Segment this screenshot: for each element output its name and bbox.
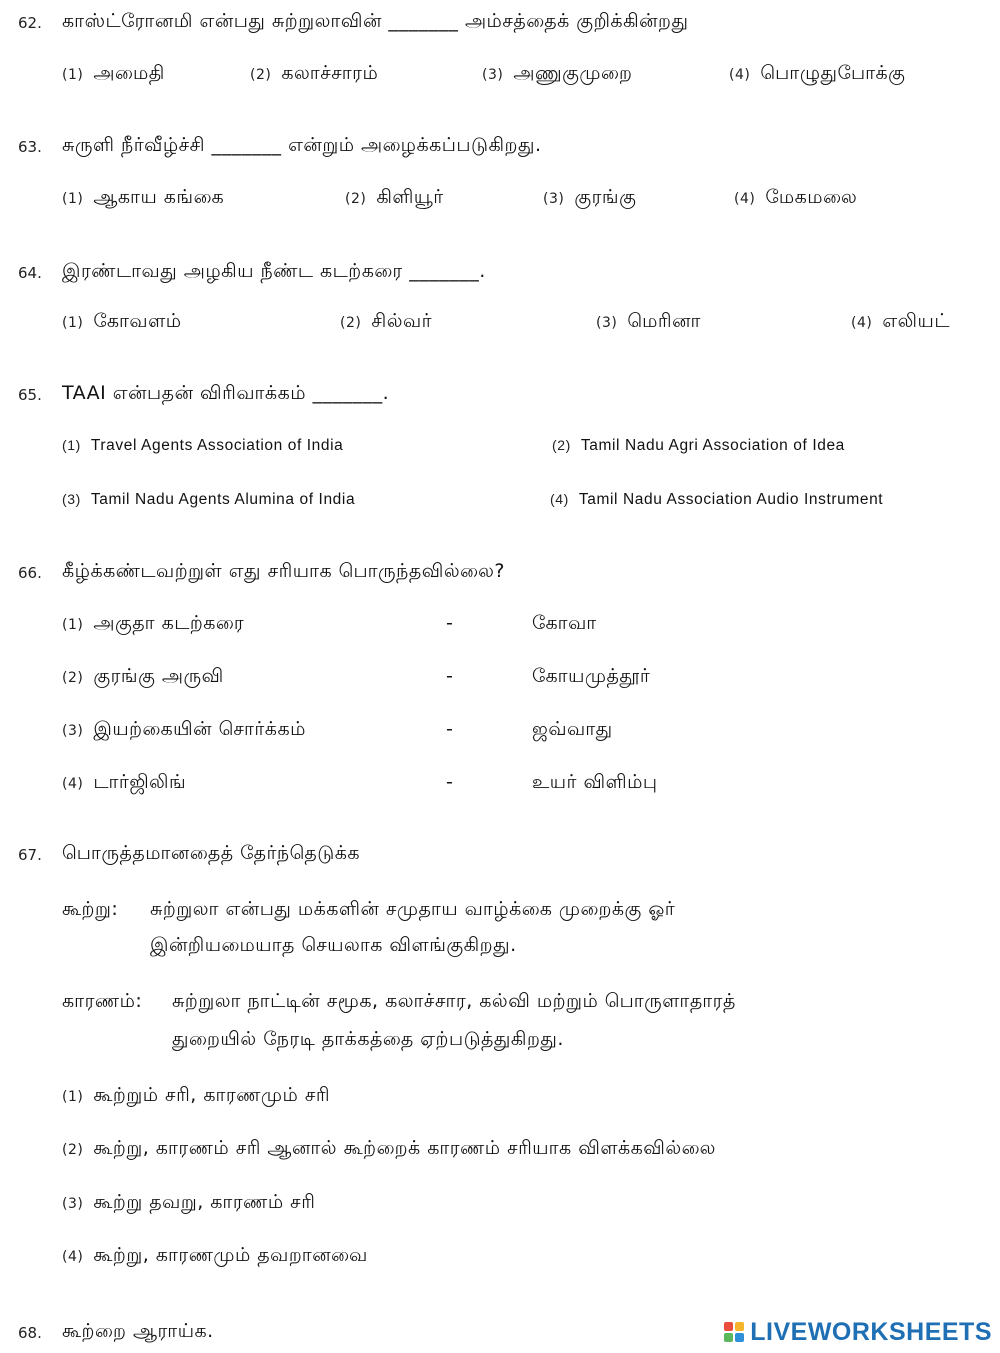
question-stem: காஸ்ட்ரோனமி என்பது சுற்றுலாவின் _______ அம்சத்தைக் குறிக்கின்றது	[62, 10, 689, 32]
option-2[interactable]: (2) கலாச்சாரம்	[250, 62, 379, 84]
question-number: 63.	[18, 138, 42, 156]
option-4[interactable]: (4) எலியட்	[851, 310, 950, 332]
question-stem: இரண்டாவது அழகிய நீண்ட கடற்கரை _______.	[62, 260, 486, 282]
option-1[interactable]: (1) அமைதி	[62, 62, 165, 84]
reason-text-cont: துறையில் நேரடி தாக்கத்தை ஏற்படுத்துகிறது.	[172, 1028, 564, 1050]
reason-text: சுற்றுலா நாட்டின் சமூக, கலாச்சார, கல்வி மற்றும் பொருளாதாரத்	[172, 990, 736, 1012]
option-2[interactable]: (2) கிளியூர்	[345, 186, 444, 208]
option-1[interactable]: (1) ஆகாய கங்கை	[62, 186, 225, 208]
question-stem: சுருளி நீர்வீழ்ச்சி _______ என்றும் அழைக்கப்படுகிறது.	[62, 134, 542, 156]
assertion-text-cont: இன்றியமையாத செயலாக விளங்குகிறது.	[150, 934, 517, 956]
option-1[interactable]: (1) கோவளம்	[62, 310, 182, 332]
question-number: 66.	[18, 564, 42, 582]
question-stem: பொருத்தமானதைத் தேர்ந்தெடுக்க	[62, 842, 361, 864]
option-4[interactable]: (4) மேகமலை	[734, 186, 858, 208]
liveworksheets-logo	[724, 1318, 992, 1347]
option-2[interactable]: (2) கூற்று, காரணம் சரி ஆனால் கூற்றைக் காரணம் சரியாக விளக்கவில்லை	[62, 1137, 716, 1159]
match-option-4[interactable]: (4) டார்ஜிலிங் - உயர் விளிம்பு	[62, 771, 658, 793]
assertion-text: சுற்றுலா என்பது மக்களின் சமுதாய வாழ்க்கை முறைக்கு ஓர்	[150, 898, 676, 920]
option-3[interactable]: (3) Tamil Nadu Agents Alumina of India	[62, 491, 356, 508]
question-stem: TAAI என்பதன் விரிவாக்கம் _______.	[62, 382, 390, 404]
option-4[interactable]: (4) Tamil Nadu Association Audio Instrument	[550, 491, 884, 508]
liveworksheets-mark-icon	[724, 1322, 746, 1344]
match-option-1[interactable]: (1) அகுதா கடற்கரை - கோவா	[62, 612, 597, 634]
question-number: 64.	[18, 264, 42, 282]
option-3[interactable]: (3) கூற்று தவறு, காரணம் சரி	[62, 1191, 316, 1213]
option-1[interactable]: (1) கூற்றும் சரி, காரணமும் சரி	[62, 1084, 331, 1106]
reason-label: காரணம்:	[62, 990, 143, 1012]
liveworksheets-wordmark: LIVEWORKSHEETS	[750, 1318, 992, 1346]
option-3[interactable]: (3) குரங்கு	[543, 186, 637, 208]
option-1[interactable]: (1) Travel Agents Association of India	[62, 437, 344, 454]
question-stem: கூற்றை ஆராய்க.	[62, 1320, 214, 1342]
match-option-2[interactable]: (2) குரங்கு அருவி - கோயமுத்தூர்	[62, 665, 651, 687]
option-2[interactable]: (2) சில்வர்	[340, 310, 433, 332]
question-number: 65.	[18, 386, 42, 404]
question-stem: கீழ்க்கண்டவற்றுள் எது சரியாக பொருந்தவில்லை?	[62, 560, 505, 582]
question-number: 68.	[18, 1324, 42, 1342]
option-3[interactable]: (3) அணுகுமுறை	[482, 62, 633, 84]
option-2[interactable]: (2) Tamil Nadu Agri Association of Idea	[552, 437, 845, 454]
assertion-label: கூற்று:	[62, 898, 119, 920]
match-option-3[interactable]: (3) இயற்கையின் சொர்க்கம் - ஜவ்வாது	[62, 718, 613, 740]
question-number: 62.	[18, 14, 42, 32]
question-number: 67.	[18, 846, 42, 864]
option-3[interactable]: (3) மெரினா	[596, 310, 701, 332]
option-4[interactable]: (4) பொழுதுபோக்கு	[729, 62, 906, 84]
option-4[interactable]: (4) கூற்று, காரணமும் தவறானவை	[62, 1244, 368, 1266]
